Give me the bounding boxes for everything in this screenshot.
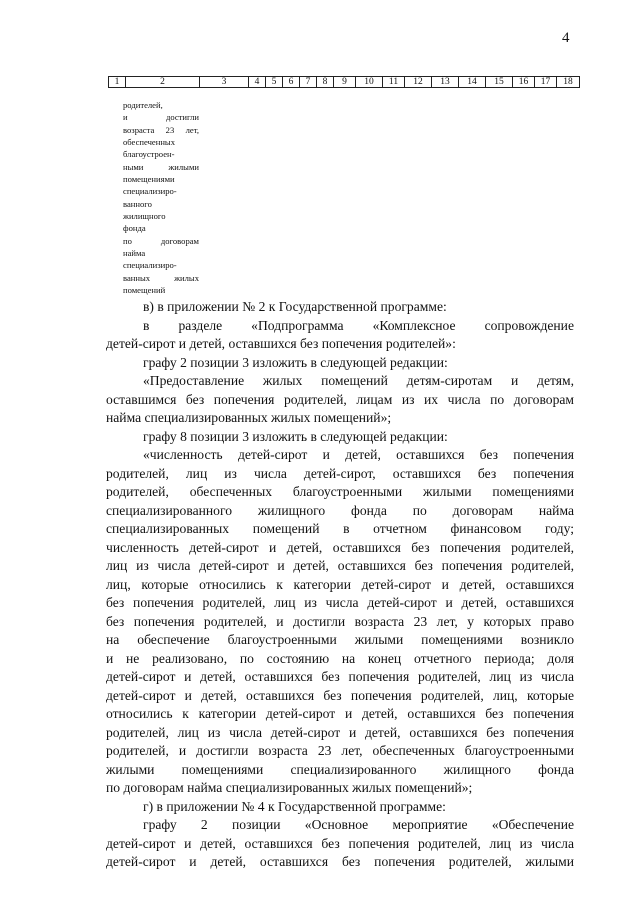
text-line: жилыми помещениями специализированного жилищного фонда	[106, 761, 574, 777]
column-number-cell: 14	[459, 77, 486, 88]
cell-text-line: обеспеченных	[123, 137, 176, 148]
document-body	[106, 298, 574, 872]
column-number-cell: 2	[126, 77, 200, 88]
text-line: г) в приложении № 4 к Государственной программе:	[143, 798, 446, 814]
text-line: «Предоставление жилых помещений детям-сиротам и детям,	[143, 373, 574, 388]
cell-text-line: специализиро-	[123, 186, 177, 197]
text-line: найма специализированных жилых помещений»;	[106, 410, 392, 425]
text-line: родителей, обеспеченных благоустроенными жилыми помещениями	[106, 484, 574, 499]
cell-text-line: специализиро-	[123, 260, 177, 271]
text-line: «численность детей-сирот и детей, оставшихся без попечения	[143, 447, 574, 462]
column-number-cell: 13	[432, 77, 459, 88]
cell-text-line: жилищного	[123, 211, 166, 222]
page-number: 4	[562, 30, 570, 46]
cell-text-line: родителей,	[123, 100, 163, 110]
cell-text-line: ванного	[123, 198, 152, 209]
text-line: детей-сирот и детей, оставшихся без попечения родителей»:	[106, 336, 456, 351]
text-line: специализированного жилищного фонда по договорам найма	[106, 502, 574, 518]
text-line: на обеспечение благоустроенными жилыми помещениями возникло	[106, 632, 574, 647]
cell-text-line: помещений	[123, 285, 166, 296]
column-number-cell: 12	[405, 77, 432, 88]
text-line: детей-сирот и детей, оставшихся без попечения родителей, лиц, которые	[106, 687, 574, 703]
column-number-cell: 17	[535, 77, 557, 88]
text-line: в) в приложении № 2 к Государственной программе:	[143, 299, 447, 314]
column-number-cell: 6	[283, 77, 300, 88]
column-number-cell: 16	[513, 77, 535, 88]
text-line: детей-сирот и детей, оставшихся без попечения родителей, жилыми	[106, 854, 574, 869]
column-number-cell: 18	[557, 77, 580, 88]
text-line: по договорам найма специализированных жилых помещений»;	[106, 780, 473, 795]
cell-text-line: по договорам	[123, 235, 199, 246]
table-cell-column-2	[123, 99, 199, 297]
column-number-cell: 9	[334, 77, 356, 88]
text-line: лиц, которые относились к категории детей-сирот и детей, оставшихся	[106, 576, 574, 592]
column-number-cell: 3	[200, 77, 249, 88]
cell-text-line: найма	[123, 248, 146, 259]
column-number-cell: 5	[266, 77, 283, 88]
text-line: без попечения родителей, и достигли возраста 23 лет, у которых право	[106, 613, 574, 629]
text-line: оставшимся без попечения родителей, лицам из их числа по договорам	[106, 391, 574, 407]
cell-text-line: благоустроен-	[123, 149, 175, 160]
cell-text-line: фонда	[123, 223, 146, 234]
text-line: и не реализовано, по состоянию на конец отчетного периода; доля	[106, 650, 574, 666]
cell-text-line: возраста 23 лет,	[123, 124, 199, 135]
text-line: без попечения родителей, лиц из числа детей-сирот и детей, оставшихся	[106, 595, 574, 610]
text-line: детей-сирот и детей, оставшихся без попечения родителей, лиц из числа	[106, 669, 574, 684]
text-line: родителей, лиц из числа детей-сирот, оставшихся без попечения	[106, 465, 574, 481]
text-line: родителей, и достигли возраста 23 лет, обеспеченных благоустроенными	[106, 743, 574, 758]
cell-text-line: ванных жилых	[123, 272, 199, 283]
column-number-cell: 1	[109, 77, 126, 88]
text-line: в разделе «Подпрограмма «Комплексное сопровождение	[143, 317, 574, 333]
text-line: графу 8 позиции 3 изложить в следующей редакции:	[143, 428, 448, 444]
text-line: относились к категории детей-сирот и детей, оставшихся без попечения	[106, 706, 574, 721]
text-line: графу 2 позиции «Основное мероприятие «Обеспечение	[143, 817, 574, 832]
column-number-cell: 11	[383, 77, 405, 88]
text-line: детей-сирот и детей, оставшихся без попечения родителей, лиц из числа	[106, 835, 574, 851]
column-number-cell: 7	[300, 77, 317, 88]
text-line: специализированных помещений в отчетном финансовом году;	[106, 521, 574, 536]
column-number-cell: 4	[249, 77, 266, 88]
cell-text-line: помещениями	[123, 174, 175, 185]
text-line: численность детей-сирот и детей, оставшихся без попечения родителей,	[106, 539, 574, 555]
column-number-cell: 10	[356, 77, 383, 88]
text-line: графу 2 позиции 3 изложить в следующей редакции:	[143, 354, 448, 370]
cell-text-line: и достигли	[123, 112, 199, 123]
cell-text-line: ными жилыми	[123, 161, 199, 172]
text-line: родителей, лиц из числа детей-сирот и детей, оставшихся без попечения	[106, 724, 574, 740]
text-line: лиц из числа детей-сирот и детей, оставшихся без попечения родителей,	[106, 558, 574, 573]
column-number-cell: 8	[317, 77, 334, 88]
column-number-cell: 15	[486, 77, 513, 88]
table-header-row	[108, 76, 580, 88]
